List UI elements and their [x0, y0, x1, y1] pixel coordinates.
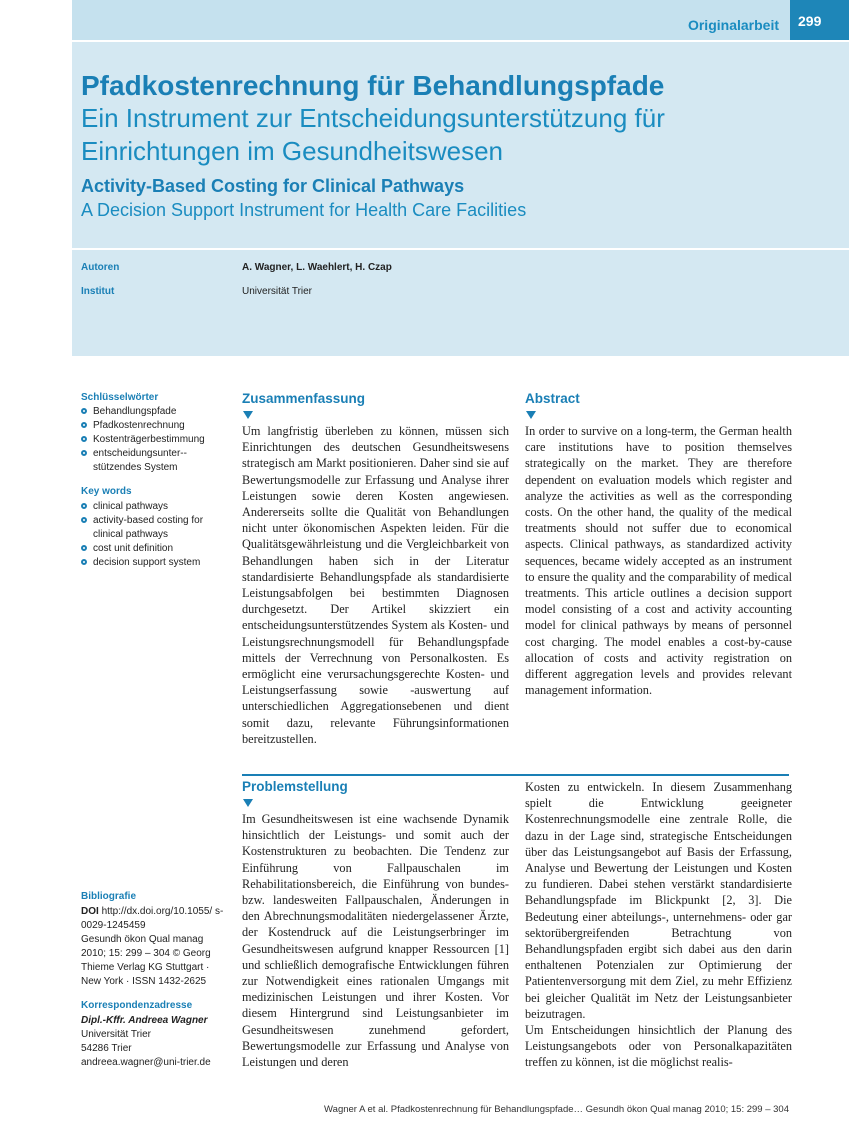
bibliography-citation: Gesundh ökon Qual manag 2010; 15: 299 – 304 © Georg Thieme Verlag KG Stuttgart · New York · ISSN 1432-2625	[81, 934, 211, 987]
section-label: Originalarbeit	[687, 17, 779, 33]
authors-label: Autoren	[81, 262, 120, 273]
abstract-text: In order to survive on a long-term, the German health care institutions have to position themselves strategically on the market. They are therefore dependent on evaluation models which register and analyze the activities as well as the corresponding costs. On the other hand, the quality of the medical treatments should not suffer due to economical aspects. Clinical pathways, as standardized activity sequences, became widely accepted as an instrument to ensure the quality and the comparability of medical treatments. This article outlines a decision support model consisting of a cost and activity accounting model for clinical pathways by means of personnel cost charging. The model enables a cost-by-cause allocation of costs and activity registration on different aggregation levels and provides relevant management information.	[525, 424, 792, 698]
bullet-icon	[81, 503, 87, 509]
doi-link[interactable]: http://dx.doi.org/10.1055/ s-0029-1245459	[81, 906, 224, 931]
bibliography	[81, 905, 231, 989]
page-number: 299	[790, 0, 849, 40]
subtitle-german-line1: Ein Instrument zur Entscheidungsunterstützung für	[81, 103, 665, 133]
institute-value: Universität Trier	[242, 286, 313, 297]
problem-text-column2: Kosten zu entwickeln. In diesem Zusammenhang spielt die Entwicklung geeigneter Kostenrechnungsmodelle eine zentrale Rolle, die dazu in der Lage sind, strategische Entscheidungen über das Leistungsangebot auf Basis der Erfassung, Analyse und Bewertung der Leistungen und Kosten zu fundieren. Dabei stehen verstärkt standardisierte Behandlungspfade im Blickpunkt [2, 3]. Die Bedeutung einer abteilungs-, unternehmens- oder gar sektorübergreifenden Betrachtung von Behandlungspfaden ergibt sich dabei aus den darin enthaltenen Potenzialen zur Optimierung der Patientenversorgung mit dem Ziel, zu mehr Effizienz bei gleicher Qualität im Netz der Leistungsanbieter beizutragen. Um Entscheidungen hinsichtlich der Planung des Leistungsangebots oder von Personalkapazitäten treffen zu können, ist die möglichst realis-	[525, 780, 792, 1070]
title-german: Pfadkostenrechnung für Behandlungspfade	[81, 70, 665, 101]
footer-citation: Wagner A et al. Pfadkostenrechnung für Behandlungspfade… Gesundh ökon Qual manag 2010; 15: 299 – 304	[324, 1104, 789, 1115]
list-item: Behandlungspfade	[81, 405, 231, 419]
summary-text: Um langfristig überleben zu können, müssen sich Einrichtungen des deutschen Gesundheitswesens strategisch am Markt positionieren. Daher sind sie auf Bewertungsmodelle zur Erfassung und Analyse ihrer Leistungen sowie deren Kosten angewiesen. Andererseits sollte die Qualität von Behandlungen nicht unter ökonomischen Aspekten leiden. Für die Qualitätsgewährleistung und die Vergleichbarkeit von Behandlungen haben sich in der Literatur standardisierte Behandlungspfade als standardisierte Leistungsabfolgen bei bestimmten Diagnosen durchgesetzt. Der Artikel skizziert ein entscheidungsunterstützendes System als Kosten- und Leistungsrechnungsmodell für Behandlungspfade mittels der Verrechnung von Personalkosten. Es ermöglicht eine verursachungsgerechte Kosten- und Leistungserfassung sowie -auswertung auf unterschiedlichen Aggregationsebenen und dient somit dazu, relevante Führungsinformationen bereitzustellen.	[242, 424, 509, 746]
triangle-marker-icon	[243, 799, 253, 807]
bullet-icon	[81, 408, 87, 414]
institute-label: Institut	[81, 286, 115, 297]
bullet-icon	[81, 436, 87, 442]
list-item: decision support system	[81, 556, 231, 570]
bullet-icon	[81, 517, 87, 523]
list-item: entscheidungsunter-stützendes System	[81, 447, 231, 475]
authors-value: A. Wagner, L. Waehlert, H. Czap	[242, 262, 392, 273]
triangle-marker-icon	[526, 411, 536, 419]
correspondence-institution: Universität Trier	[81, 1029, 152, 1040]
keywords-de-list	[81, 405, 231, 475]
list-item: cost unit definition	[81, 542, 231, 556]
correspondence-email[interactable]: andreea.wagner@uni-trier.de	[81, 1057, 211, 1068]
keywords-de-heading: Schlüsselwörter	[81, 392, 159, 403]
bullet-icon	[81, 545, 87, 551]
list-item: Kostenträgerbestimmung	[81, 433, 231, 447]
summary-heading: Zusammenfassung	[242, 391, 366, 406]
correspondence	[81, 1014, 231, 1070]
list-item: Pfadkostenrechnung	[81, 419, 231, 433]
meta-block	[72, 250, 849, 356]
bullet-icon	[81, 422, 87, 428]
bullet-icon	[81, 559, 87, 565]
problem-heading: Problemstellung	[242, 779, 348, 794]
section-divider	[242, 774, 789, 776]
problem-text-column1: Im Gesundheitswesen ist eine wachsende Dynamik hinsichtlich der Leistungs- und somit auch der Kostenstrukturen zu beobachten. Die Tendenz zur Einführung von Fallpauschalen im Rehabilitationsbereich, die Einführung von bundes- bzw. landesweiten Fallpauschalen, Änderungen in den Abrechnungsmodalitäten niedergelassener Ärzte, der Kostendruck auf die Leistungserbringer im Gesundheitswesen aufgrund knapper Ressourcen [1] und schließlich demografische Entwicklungen führen zur Notwendigkeit eines rationalen Umgangs mit medizinischen Leistungen und ihrer Kosten. Vor diesem Hintergrund sind Leistungsanbieter im Gesundheitswesen zunehmend gefordert, Bewertungsmodelle zur Erfassung und Analyse von Leistungen und deren	[242, 812, 509, 1070]
keywords-en-heading: Key words	[81, 486, 132, 497]
subtitle-german-line2: Einrichtungen im Gesundheitswesen	[81, 136, 504, 166]
bibliography-heading: Bibliografie	[81, 891, 137, 902]
title-english: Activity-Based Costing for Clinical Pathways	[81, 176, 465, 196]
correspondence-city: 54286 Trier	[81, 1043, 132, 1054]
keywords-en-list	[81, 500, 231, 570]
bullet-icon	[81, 450, 87, 456]
list-item: clinical pathways	[81, 500, 231, 514]
subtitle-english: A Decision Support Instrument for Health Care Facilities	[81, 200, 527, 220]
triangle-marker-icon	[243, 411, 253, 419]
correspondence-name: Dipl.-Kffr. Andreea Wagner	[81, 1015, 208, 1026]
correspondence-heading: Korrespondenzadresse	[81, 1000, 193, 1011]
abstract-heading: Abstract	[525, 391, 580, 406]
doi-label: DOI	[81, 906, 99, 917]
list-item: activity-based costing for clinical pathways	[81, 514, 231, 542]
